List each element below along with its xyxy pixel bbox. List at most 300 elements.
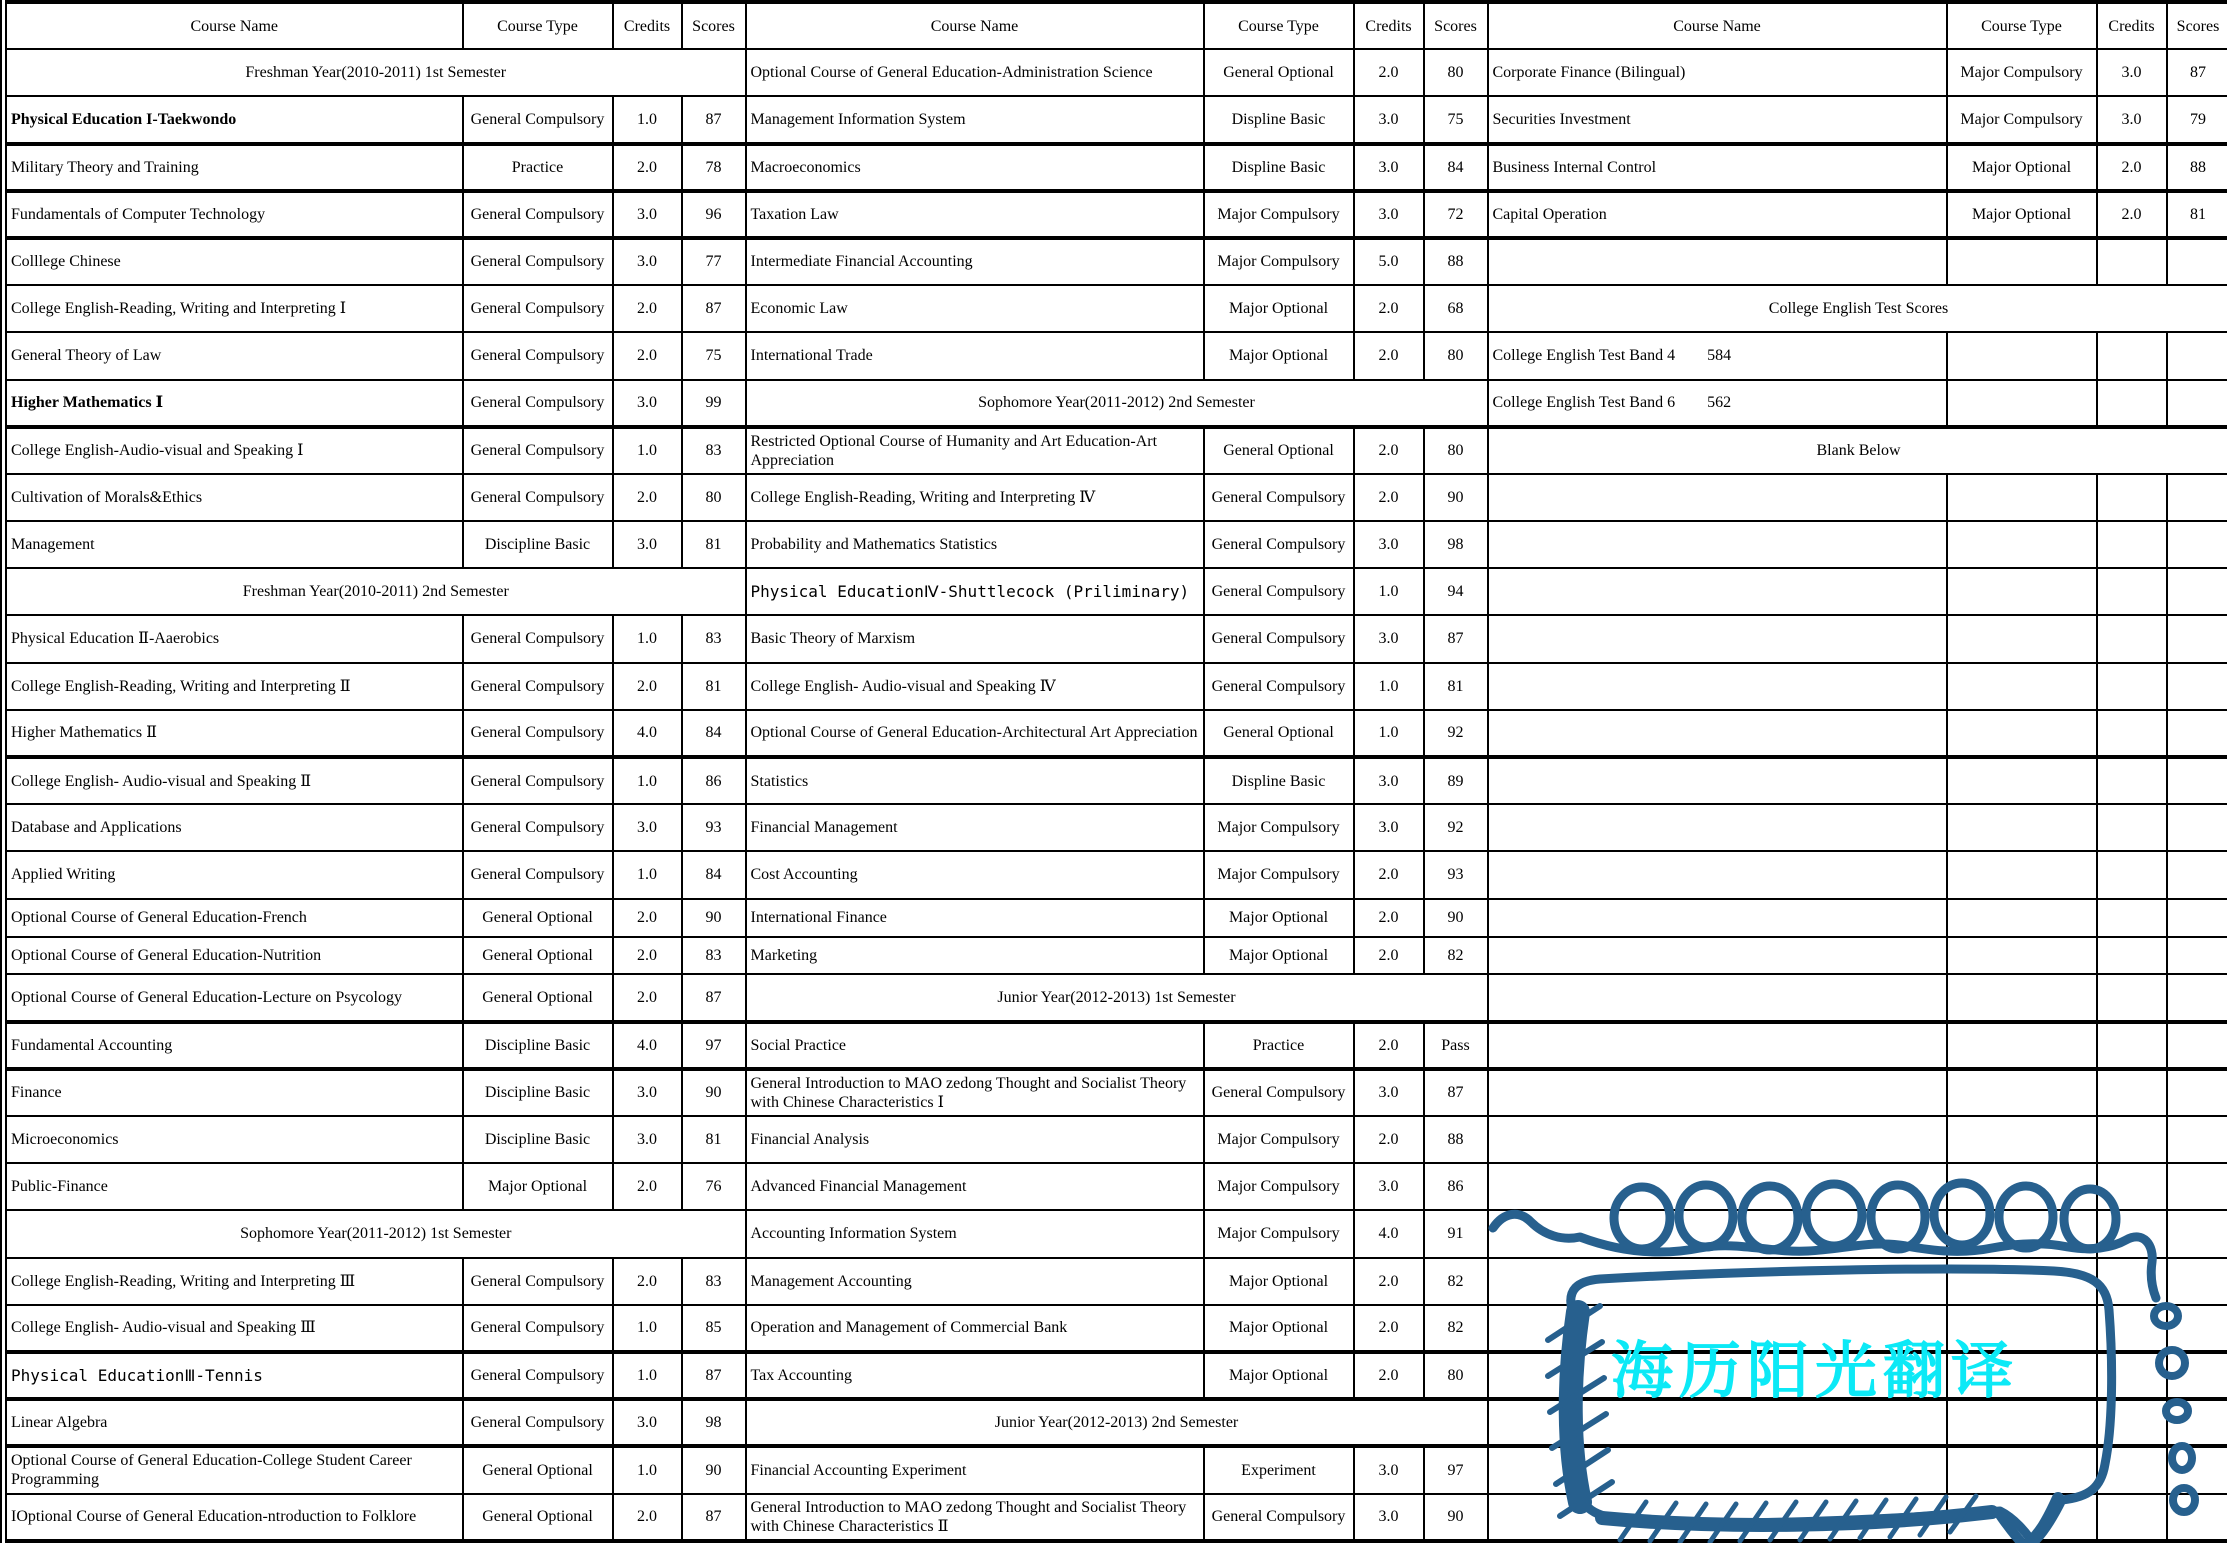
table-row [4,757,2227,804]
credits-cell: 2.0 [613,1258,682,1305]
scores-cell: 87 [1424,1069,1488,1116]
scores-cell: 75 [1424,96,1488,143]
course-type-cell: General Compulsory [463,96,613,143]
credits-cell: 4.0 [613,710,682,757]
credits-cell: 5.0 [1354,238,1424,285]
scores-cell: 90 [1424,899,1488,937]
course-type-cell: Discipline Basic [463,1116,613,1163]
scores-cell: 80 [1424,49,1488,96]
course-name-cell: Optional Course of General Education-College Student Career Programming [4,1446,463,1493]
scores-cell: 87 [682,1494,746,1541]
course-name-cell: Optional Course of General Education-Architectural Art Appreciation [746,710,1204,757]
scores-cell [2167,474,2227,521]
course-name-cell: Economic Law [746,285,1204,332]
course-name-cell [1488,1305,1947,1352]
credits-cell: 1.0 [1354,710,1424,757]
credits-cell: 2.0 [1354,1258,1424,1305]
credits-cell: 2.0 [1354,474,1424,521]
course-name-cell [1488,1163,1947,1210]
course-type-cell: General Optional [463,899,613,937]
column-header: Course Name [1488,2,1947,49]
course-name-cell: Financial Management [746,804,1204,851]
course-type-cell [1947,521,2097,568]
course-name-cell [1488,1494,1947,1541]
course-name-cell [1488,568,1947,615]
scores-cell: 78 [682,144,746,191]
scores-cell [2167,663,2227,710]
credits-cell [2097,1116,2167,1163]
scores-cell [2167,1494,2227,1541]
course-name-cell: Military Theory and Training [4,144,463,191]
course-type-cell [1947,1163,2097,1210]
course-type-cell: General Compulsory [463,615,613,662]
scores-cell [2167,521,2227,568]
course-type-cell: Practice [1204,1022,1354,1069]
credits-cell [2097,1258,2167,1305]
table-row [4,1352,2227,1399]
course-type-cell: Major Optional [1204,937,1354,975]
course-name-cell [1488,615,1947,662]
column-header: Credits [613,2,682,49]
course-name-cell [1488,521,1947,568]
course-type-cell [1947,1446,2097,1493]
column-header: Scores [682,2,746,49]
scores-cell: 82 [1424,937,1488,975]
course-type-cell: Major Optional [1947,191,2097,238]
credits-cell [2097,663,2167,710]
course-type-cell [1947,615,2097,662]
scores-cell [2167,1069,2227,1116]
scores-cell [2167,1163,2227,1210]
credits-cell: 3.0 [1354,1069,1424,1116]
scores-cell: 90 [1424,474,1488,521]
course-name-cell: Social Practice [746,1022,1204,1069]
scores-cell: 89 [1424,757,1488,804]
table-row [4,804,2227,851]
scores-cell: 87 [1424,615,1488,662]
table-row [4,521,2227,568]
course-type-cell: General Compulsory [1204,474,1354,521]
course-type-cell: General Compulsory [463,238,613,285]
scores-cell [2167,238,2227,285]
course-name-cell: Optional Course of General Education-French [4,899,463,937]
credits-cell: 3.0 [613,804,682,851]
course-name-cell: Marketing [746,937,1204,975]
scores-cell: 92 [1424,804,1488,851]
course-type-cell: Discipline Basic [463,521,613,568]
scores-cell [2167,380,2227,427]
table-row [4,710,2227,757]
table-row [4,96,2227,143]
scores-cell [2167,937,2227,975]
course-type-cell [1947,1305,2097,1352]
course-name-cell: Intermediate Financial Accounting [746,238,1204,285]
scores-cell: 84 [1424,144,1488,191]
course-type-cell: Major Compulsory [1947,96,2097,143]
table-row [4,1069,2227,1116]
column-header: Course Type [1947,2,2097,49]
semester-section-row: Blank Below [1488,427,2227,474]
credits-cell [2097,804,2167,851]
credits-cell [2097,710,2167,757]
course-name-cell [1488,1352,1947,1399]
course-type-cell: General Compulsory [463,427,613,474]
course-name-cell: Microeconomics [4,1116,463,1163]
course-name-cell: Fundamentals of Computer Technology [4,191,463,238]
table-row [4,2,2227,49]
credits-cell: 3.0 [613,1069,682,1116]
credits-cell: 2.0 [1354,899,1424,937]
course-type-cell: General Compulsory [463,191,613,238]
column-header: Scores [2167,2,2227,49]
credits-cell: 2.0 [613,285,682,332]
scores-cell: 82 [1424,1305,1488,1352]
course-name-cell [1488,1399,1947,1446]
scores-cell [2167,1352,2227,1399]
table-row [4,1494,2227,1541]
scores-cell: 87 [682,1352,746,1399]
course-type-cell [1947,332,2097,379]
credits-cell: 4.0 [613,1022,682,1069]
course-type-cell: General Compulsory [1204,663,1354,710]
course-name-cell [1488,1022,1947,1069]
credits-cell [2097,1305,2167,1352]
scores-cell: 86 [682,757,746,804]
scores-cell: 81 [682,663,746,710]
scores-cell [2167,757,2227,804]
table-row [4,568,2227,615]
table-row [4,615,2227,662]
course-name-cell: Taxation Law [746,191,1204,238]
credits-cell: 3.0 [613,238,682,285]
credits-cell: 1.0 [1354,568,1424,615]
course-type-cell: General Compulsory [463,663,613,710]
scores-cell: 68 [1424,285,1488,332]
credits-cell [2097,238,2167,285]
course-type-cell: General Compulsory [463,804,613,851]
course-type-cell: Major Compulsory [1204,1116,1354,1163]
scores-cell: 90 [1424,1494,1488,1541]
course-name-cell: College English-Audio-visual and Speaking Ⅰ [4,427,463,474]
course-name-cell: Higher Mathematics Ⅱ [4,710,463,757]
course-type-cell: General Compulsory [463,851,613,898]
course-name-cell: International Trade [746,332,1204,379]
course-type-cell [1947,1069,2097,1116]
scores-cell: 98 [682,1399,746,1446]
credits-cell: 3.0 [1354,804,1424,851]
course-name-cell: Public-Finance [4,1163,463,1210]
course-type-cell: Major Compulsory [1204,1210,1354,1257]
cet-score-row [1488,332,1947,379]
course-name-cell: Tax Accounting [746,1352,1204,1399]
course-type-cell: General Compulsory [1204,1069,1354,1116]
course-type-cell: Major Optional [1204,1352,1354,1399]
credits-cell: 2.0 [1354,285,1424,332]
course-name-cell: Management Accounting [746,1258,1204,1305]
course-name-cell: Macroeconomics [746,144,1204,191]
table-row [4,238,2227,285]
scores-cell: 92 [1424,710,1488,757]
credits-cell: 3.0 [1354,1446,1424,1493]
course-type-cell: Major Optional [463,1163,613,1210]
scores-cell: 94 [1424,568,1488,615]
scores-cell [2167,899,2227,937]
course-name-cell: Basic Theory of Marxism [746,615,1204,662]
scores-cell: 81 [2167,191,2227,238]
credits-cell [2097,1494,2167,1541]
course-name-cell: Optional Course of General Education-Nutrition [4,937,463,975]
course-type-cell [1947,974,2097,1021]
scores-cell: 81 [1424,663,1488,710]
course-type-cell [1947,1494,2097,1541]
credits-cell: 2.0 [613,937,682,975]
credits-cell: 1.0 [1354,663,1424,710]
credits-cell [2097,1210,2167,1257]
credits-cell: 3.0 [613,521,682,568]
scores-cell: 90 [682,1069,746,1116]
course-type-cell [1947,238,2097,285]
course-name-cell: Business Internal Control [1488,144,1947,191]
course-name-cell [1488,1116,1947,1163]
course-name-cell [1488,937,1947,975]
course-name-cell: Cost Accounting [746,851,1204,898]
course-name-cell: College English- Audio-visual and Speaking Ⅳ [746,663,1204,710]
credits-cell: 1.0 [613,1305,682,1352]
course-name-cell [1488,851,1947,898]
scores-cell: 84 [682,710,746,757]
scores-cell [2167,804,2227,851]
course-type-cell: General Optional [463,1494,613,1541]
course-name-cell: Management Information System [746,96,1204,143]
scores-cell: Pass [1424,1022,1488,1069]
course-name-cell: Advanced Financial Management [746,1163,1204,1210]
column-header: Scores [1424,2,1488,49]
table-row [4,144,2227,191]
table-row [4,1116,2227,1163]
course-name-cell [1488,1069,1947,1116]
scores-cell [2167,1116,2227,1163]
course-type-cell: Major Compulsory [1204,238,1354,285]
course-name-cell: Linear Algebra [4,1399,463,1446]
course-name-cell: IOptional Course of General Education-ntroduction to Folklore [4,1494,463,1541]
table-row [4,49,2227,96]
credits-cell: 1.0 [613,427,682,474]
scores-cell [2167,1210,2227,1257]
column-header: Course Type [1204,2,1354,49]
course-type-cell: General Compulsory [1204,1494,1354,1541]
table-row [4,1399,2227,1446]
course-type-cell: General Compulsory [463,285,613,332]
scores-cell: 79 [2167,96,2227,143]
course-type-cell: Major Compulsory [1204,851,1354,898]
table-row [4,474,2227,521]
course-type-cell [1947,851,2097,898]
table-row [4,899,2227,937]
scores-cell: 83 [682,937,746,975]
scores-cell: 82 [1424,1258,1488,1305]
credits-cell: 2.0 [2097,144,2167,191]
credits-cell: 3.0 [613,1116,682,1163]
course-type-cell [1947,1210,2097,1257]
credits-cell [2097,380,2167,427]
course-name-cell [1488,474,1947,521]
credits-cell [2097,937,2167,975]
course-type-cell [1947,380,2097,427]
scores-cell: 80 [682,474,746,521]
credits-cell [2097,474,2167,521]
scores-cell: 90 [682,899,746,937]
semester-section-row: Sophomore Year(2011-2012) 1st Semester [4,1210,746,1257]
credits-cell: 2.0 [613,1163,682,1210]
course-type-cell: Discipline Basic [463,1069,613,1116]
table-row [4,1022,2227,1069]
course-name-cell [1488,238,1947,285]
course-type-cell: General Compulsory [463,1305,613,1352]
credits-cell: 3.0 [613,1399,682,1446]
course-type-cell: Displine Basic [1204,144,1354,191]
course-name-cell: Physical EducationⅣ-Shuttlecock (Priliminary) [746,568,1204,615]
course-type-cell: Experiment [1204,1446,1354,1493]
credits-cell: 3.0 [613,191,682,238]
table-row [4,1163,2227,1210]
credits-cell: 2.0 [613,144,682,191]
semester-section-row: Freshman Year(2010-2011) 1st Semester [4,49,746,96]
course-type-cell: Major Compulsory [1204,1163,1354,1210]
table-row [4,427,2227,474]
course-type-cell: General Compulsory [463,380,613,427]
scores-cell: 97 [682,1022,746,1069]
course-type-cell: General Optional [1204,710,1354,757]
course-type-cell: General Optional [1204,49,1354,96]
scores-cell: 97 [1424,1446,1488,1493]
table-row [4,1305,2227,1352]
semester-section-row: College English Test Scores [1488,285,2227,332]
course-name-cell: Physical Education Ⅱ-Aaerobics [4,615,463,662]
scores-cell: 86 [1424,1163,1488,1210]
course-type-cell: General Compulsory [1204,568,1354,615]
course-type-cell: Displine Basic [1204,757,1354,804]
course-name-cell: Accounting Information System [746,1210,1204,1257]
scores-cell: 80 [1424,427,1488,474]
course-name-cell: Corporate Finance (Bilingual) [1488,49,1947,96]
course-type-cell: Major Optional [1204,332,1354,379]
course-type-cell [1947,1352,2097,1399]
column-header: Course Name [4,2,463,49]
credits-cell: 2.0 [1354,1116,1424,1163]
scores-cell: 84 [682,851,746,898]
course-name-cell: Physical EducationⅢ-Tennis [4,1352,463,1399]
course-name-cell: Physical Education I-Taekwondo [4,96,463,143]
course-name-cell: College English-Reading, Writing and Interpreting Ⅳ [746,474,1204,521]
column-header: Course Type [463,2,613,49]
scores-cell: 99 [682,380,746,427]
course-type-cell: General Compulsory [463,757,613,804]
credits-cell [2097,757,2167,804]
credits-cell [2097,1163,2167,1210]
course-name-cell [1488,974,1947,1021]
course-type-cell: Major Compulsory [1204,804,1354,851]
scores-cell [2167,851,2227,898]
course-type-cell: Major Compulsory [1204,191,1354,238]
scores-cell [2167,332,2227,379]
course-type-cell [1947,1258,2097,1305]
scores-cell: 87 [682,974,746,1021]
table-row [4,663,2227,710]
scores-cell: 83 [682,427,746,474]
course-type-cell: General Compulsory [463,332,613,379]
credits-cell: 2.0 [613,474,682,521]
course-type-cell [1947,1116,2097,1163]
course-type-cell [1947,899,2097,937]
course-name-cell: Management [4,521,463,568]
table-row [4,191,2227,238]
credits-cell [2097,1352,2167,1399]
course-name-cell: College English-Reading, Writing and Interpreting Ⅲ [4,1258,463,1305]
scores-cell [2167,1305,2227,1352]
scores-cell: 91 [1424,1210,1488,1257]
table-row [4,1446,2227,1493]
course-type-cell [1947,757,2097,804]
course-name-cell [1488,1210,1947,1257]
course-name-cell: Restricted Optional Course of Humanity and Art Education-Art Appreciation [746,427,1204,474]
course-name-cell: Probability and Mathematics Statistics [746,521,1204,568]
scores-cell: 88 [1424,238,1488,285]
course-type-cell: Practice [463,144,613,191]
course-name-cell [1488,663,1947,710]
table-row [4,380,2227,427]
cet-label: College English Test Band 4 [1492,347,1676,365]
scores-cell: 87 [682,285,746,332]
credits-cell: 3.0 [1354,191,1424,238]
credits-cell: 1.0 [613,757,682,804]
course-name-cell: Finance [4,1069,463,1116]
scores-cell [2167,1258,2227,1305]
credits-cell [2097,1069,2167,1116]
credits-cell [2097,1022,2167,1069]
column-header: Credits [1354,2,1424,49]
table-row [4,332,2227,379]
course-type-cell: Major Optional [1204,899,1354,937]
credits-cell: 2.0 [1354,1305,1424,1352]
credits-cell: 2.0 [1354,49,1424,96]
course-name-cell: Database and Applications [4,804,463,851]
credits-cell [2097,899,2167,937]
course-type-cell [1947,663,2097,710]
scores-cell: 80 [1424,332,1488,379]
course-name-cell [1488,1446,1947,1493]
course-type-cell: General Compulsory [463,1399,613,1446]
credits-cell: 2.0 [1354,851,1424,898]
course-type-cell: General Compulsory [1204,521,1354,568]
scores-cell [2167,615,2227,662]
course-type-cell [1947,1399,2097,1446]
course-name-cell: General Introduction to MAO zedong Thought and Socialist Theory with Chinese Characteristics Ⅰ [746,1069,1204,1116]
credits-cell: 4.0 [1354,1210,1424,1257]
course-name-cell: Cultivation of Morals&Ethics [4,474,463,521]
course-name-cell: Higher Mathematics Ⅰ [4,380,463,427]
scores-cell: 76 [682,1163,746,1210]
credits-cell: 3.0 [1354,1494,1424,1541]
scores-cell [2167,1446,2227,1493]
scores-cell: 81 [682,1116,746,1163]
scores-cell: 96 [682,191,746,238]
scores-cell: 72 [1424,191,1488,238]
scores-cell: 88 [1424,1116,1488,1163]
course-type-cell [1947,937,2097,975]
scores-cell: 87 [2167,49,2227,96]
course-type-cell: General Compulsory [1204,615,1354,662]
table-row [4,974,2227,1021]
